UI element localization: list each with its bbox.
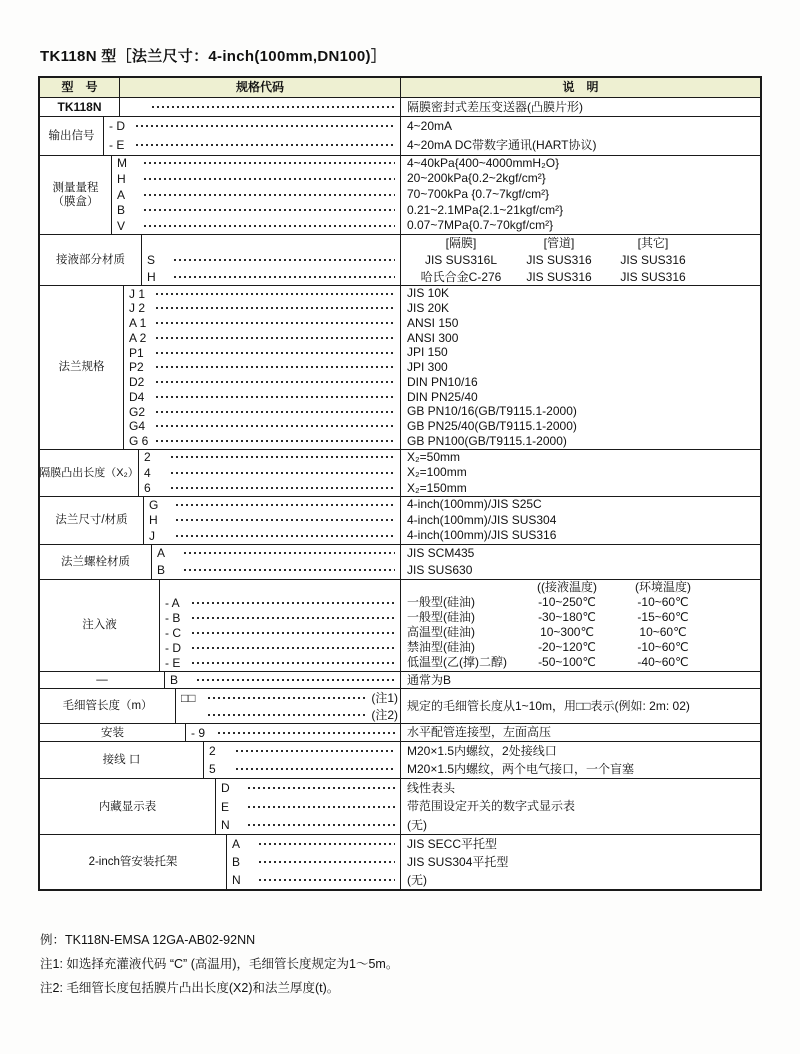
header-description-col: 说 明: [400, 78, 760, 97]
spec-code: G4: [129, 419, 146, 434]
descriptions: [400, 580, 760, 671]
dotted-leader: [156, 307, 395, 309]
dotted-leader: [174, 259, 395, 261]
spec-description: ANSI 300: [407, 330, 459, 345]
spec-description: JIS SUS304平托型: [407, 855, 509, 870]
spec-codes: [165, 672, 400, 689]
spec-description: 4~20mA: [407, 118, 453, 133]
dotted-leader: [171, 487, 395, 489]
example-line: 例：TK118N-EMSA 12GA-AB02-92NN: [40, 933, 256, 947]
dotted-leader: [144, 178, 395, 180]
spec-codes: [204, 742, 400, 778]
dotted-leader: [156, 440, 395, 442]
spec-code-row: [139, 465, 400, 481]
dotted-leader: [156, 322, 395, 324]
spec-code: G: [149, 497, 159, 512]
spec-code-row: [160, 625, 400, 640]
spec-code: - E: [109, 138, 125, 152]
descriptions: [400, 450, 760, 497]
spec-code: J 1: [129, 286, 146, 301]
spec-code-row: [165, 672, 400, 689]
fluid-row: [407, 640, 760, 655]
descriptions: [400, 835, 760, 890]
wetted-value: JIS SUS316: [620, 252, 686, 267]
spec-description: 隔膜密封式差压变送器(凸膜片形): [407, 99, 583, 114]
descriptions: [400, 98, 760, 116]
dotted-leader: [208, 714, 366, 716]
spec-codes: [176, 689, 400, 723]
spec-code-row: [204, 760, 400, 778]
process-temp-header: ((接液温度): [537, 579, 597, 594]
section-dash: [40, 671, 760, 689]
spec-description: X₂=100mm: [407, 465, 467, 480]
spec-code: - A: [165, 595, 180, 610]
dotted-leader: [248, 824, 395, 826]
spec-description: M20×1.5内螺纹，两个电气接口，一个盲塞: [407, 762, 635, 777]
spec-code-row: [112, 171, 400, 187]
wetted-value: JIS SUS316: [526, 269, 592, 284]
fluid-name: 一般型(硅油): [407, 595, 475, 610]
dotted-leader: [144, 194, 395, 196]
ambient-temp-header: (环境温度): [635, 579, 691, 594]
dotted-leader: [171, 472, 395, 474]
descriptions: [400, 689, 760, 723]
wetted-value: JIS SUS316: [526, 252, 592, 267]
spec-codes: [152, 545, 400, 579]
dotted-leader: [176, 519, 395, 521]
dotted-leader: [176, 504, 395, 506]
page-title: TK118N 型［法兰尺寸：4-inch(100mm,DN100)］: [40, 48, 387, 65]
spec-code: - D: [165, 640, 181, 655]
fluid-name-header: [407, 580, 519, 595]
spec-code: 2: [209, 743, 216, 758]
spec-code-row: [216, 797, 400, 815]
section-label: 注入液: [40, 580, 160, 671]
process-temp: 10~300℃: [540, 625, 594, 640]
spec-code-row: [160, 595, 400, 610]
spec-description: 4-inch(100mm)/JIS S25C: [407, 497, 542, 512]
dotted-leader: [156, 396, 395, 398]
section-mounting: [40, 723, 760, 741]
dotted-leader: [248, 787, 395, 789]
fluid-name: 低温型(乙(撑)二醇): [407, 655, 507, 670]
section-pipe-mounting-bracket: [40, 834, 760, 890]
spec-code-row: [227, 835, 400, 853]
spec-code-row: [112, 203, 400, 219]
spec-description: 0.07~7MPa{0.7~70kgf/cm²}: [407, 218, 554, 233]
spec-description: 4-inch(100mm)/JIS SUS304: [407, 512, 557, 527]
spec-code: D2: [129, 375, 145, 390]
section-label: 内藏显示表: [40, 779, 216, 834]
dotted-leader: [192, 632, 395, 634]
spec-code: - B: [165, 610, 181, 625]
dotted-leader: [176, 535, 395, 537]
spec-code: - 9: [191, 725, 206, 740]
spec-code: A: [157, 546, 166, 561]
wetted-values-row: [407, 269, 760, 286]
descriptions: [400, 779, 760, 834]
section-label: 安装: [40, 724, 186, 741]
section-label: 法兰规格: [40, 286, 124, 448]
dotted-leader: [259, 879, 395, 881]
descriptions: [400, 497, 760, 544]
ambient-temp: -10~60℃: [637, 595, 689, 610]
dotted-leader: [156, 366, 395, 368]
dotted-leader: [192, 602, 395, 604]
note2-line: 注2: 毛细管长度包括膜片凸出长度(X2)和法兰厚度(t)。: [40, 981, 340, 995]
spec-code-row: [160, 640, 400, 655]
spec-description: 4~20mA DC带数字通讯(HART协议): [407, 137, 597, 152]
spec-code: D4: [129, 389, 145, 404]
dotted-leader: [208, 697, 366, 699]
spec-description: GB PN25/40(GB/T9115.1-2000): [407, 419, 577, 434]
section-label: 毛细管长度（m）: [40, 689, 176, 723]
wetted-value: JIS SUS316: [620, 269, 686, 284]
section-label: —: [40, 672, 165, 689]
dotted-leader: [156, 425, 395, 427]
header-model-col: 型 号: [40, 78, 120, 97]
spec-code: - C: [165, 625, 181, 640]
spec-code-row: [152, 562, 400, 579]
section-label: 隔膜凸出长度（X₂）: [40, 450, 139, 497]
descriptions: [400, 156, 760, 234]
spec-description: DIN PN10/16: [407, 374, 478, 389]
spec-code: J 2: [129, 301, 146, 316]
spec-codes: [142, 235, 400, 285]
process-temp: -30~180℃: [538, 610, 596, 625]
fluid-row: [407, 595, 760, 610]
spec-code: G2: [129, 404, 146, 419]
spec-code: N: [221, 817, 230, 832]
spec-code: G 6: [129, 434, 149, 449]
section-output-signal: [40, 116, 760, 155]
descriptions: [400, 672, 760, 689]
spec-code-row: [124, 316, 400, 331]
section-label: 接线 口: [40, 742, 204, 778]
note-ref: (注1): [371, 691, 398, 706]
spec-code-row: [124, 434, 400, 449]
spec-code: A: [117, 187, 126, 202]
note1-line: 注1: 如选择充灌液代码 “C” (高温用)，毛细管长度规定为1～5m。: [40, 957, 399, 971]
spec-code-row: [204, 742, 400, 760]
spec-code-row: [227, 871, 400, 889]
spec-code-row: [144, 497, 400, 513]
spec-description: 通常为B: [407, 672, 452, 687]
wetted-col-header: [其它]: [637, 235, 669, 250]
fluid-name: 一般型(硅油): [407, 610, 475, 625]
spec-code-row: [104, 136, 400, 155]
descriptions: [400, 724, 760, 741]
section-flange-spec: [40, 285, 760, 448]
section-label: 法兰螺栓材质: [40, 545, 152, 579]
spec-code: 5: [209, 762, 216, 777]
spec-code-row: [160, 655, 400, 670]
dotted-leader: [144, 225, 395, 227]
spec-code-row: [120, 98, 400, 116]
spec-description: 带范围设定开关的数字式显示表: [407, 799, 576, 814]
spec-description: X₂=150mm: [407, 480, 467, 495]
descriptions: [400, 286, 760, 448]
spec-description: 0.21~2.1MPa{2.1~21kgf/cm²}: [407, 202, 564, 217]
spec-code-row: [144, 513, 400, 529]
spec-description: GB PN100(GB/T9115.1-2000): [407, 433, 567, 448]
spec-code: S: [147, 253, 156, 268]
spec-code: V: [117, 219, 126, 234]
spec-code: A 2: [129, 330, 147, 345]
dotted-leader: [156, 411, 395, 413]
dotted-leader: [197, 679, 395, 681]
footer-notes: [40, 928, 398, 1000]
spec-code: P2: [129, 360, 144, 375]
dotted-leader: [184, 569, 395, 571]
fluid-row: [407, 655, 760, 670]
descriptions: [400, 545, 760, 579]
section-label: 接液部分材质: [40, 235, 142, 285]
spec-code-row: [124, 301, 400, 316]
process-temp: -50~100℃: [538, 655, 596, 670]
section-label: 法兰尺寸/材质: [40, 497, 144, 544]
dotted-leader: [218, 732, 395, 734]
spec-code-row: [152, 545, 400, 562]
spec-codes: [112, 156, 400, 234]
process-temp: -10~250℃: [538, 595, 596, 610]
header-spec-code-col: 规格代码: [235, 80, 284, 94]
dotted-leader: [236, 750, 395, 752]
section-flange-size-material: [40, 496, 760, 544]
spec-codes: [120, 98, 400, 116]
spec-code: H: [149, 513, 158, 528]
table-header: [40, 78, 760, 97]
spec-code: B: [170, 672, 179, 687]
spec-code-row: [176, 706, 400, 723]
spec-code: N: [232, 873, 241, 888]
spec-description: ANSI 150: [407, 315, 459, 330]
spec-description: JIS SUS630: [407, 562, 473, 577]
spec-code-row: [139, 481, 400, 497]
length-code-boxes: □□: [181, 690, 196, 705]
section-flange-bolt-material: [40, 544, 760, 579]
spec-description: 20~200kPa{0.2~2kgf/cm²}: [407, 171, 546, 186]
dotted-leader: [192, 662, 395, 664]
dotted-leader: [144, 162, 395, 164]
section-capillary-length: [40, 688, 760, 723]
spec-code-row: [124, 345, 400, 360]
wetted-col-header: [隔膜]: [445, 235, 477, 250]
spacer-row: [142, 235, 400, 252]
section-measuring-range: [40, 155, 760, 234]
spec-code: 2: [144, 450, 151, 465]
spec-code: 4: [144, 465, 151, 480]
spec-code-row: [124, 331, 400, 346]
wetted-value: 哈氏合金C-276: [420, 269, 502, 284]
spec-code-row: [124, 286, 400, 301]
ambient-temp: -10~60℃: [637, 640, 689, 655]
spec-description: JPI 300: [407, 360, 448, 375]
spec-code-row: [124, 375, 400, 390]
spec-description: 线性表头: [407, 781, 456, 796]
spec-code: B: [232, 855, 241, 870]
spec-code: - E: [165, 655, 181, 670]
section-label: 2-inch管安装托架: [40, 835, 227, 890]
descriptions: [400, 235, 760, 285]
spec-code-row: [227, 853, 400, 871]
spec-codes: [160, 580, 400, 671]
section-diaphragm-extension: [40, 449, 760, 497]
spec-code: M: [117, 156, 127, 171]
note-ref: (注2): [371, 708, 398, 723]
spec-code-row: [176, 689, 400, 706]
spec-code-row: [124, 390, 400, 405]
dotted-leader: [136, 125, 395, 127]
dotted-leader: [156, 381, 395, 383]
spec-codes: [227, 835, 400, 890]
dotted-leader: [152, 106, 395, 108]
wetted-value: JIS SUS316L: [424, 252, 498, 267]
process-temp: -20~120℃: [538, 640, 596, 655]
dotted-leader: [156, 293, 395, 295]
spec-description: 4-inch(100mm)/JIS SUS316: [407, 528, 557, 543]
spec-code: P1: [129, 345, 144, 360]
dotted-leader: [171, 456, 395, 458]
wetted-col-headers: [407, 235, 760, 252]
ambient-temp: 10~60℃: [639, 625, 687, 640]
section-fill-fluid: [40, 579, 760, 671]
section-conduit-connection: [40, 741, 760, 778]
dotted-leader: [236, 768, 395, 770]
spec-description: X₂=50mm: [407, 449, 461, 464]
spec-code: - D: [109, 119, 125, 133]
fluid-temp-headers: [407, 580, 760, 595]
spec-codes: [216, 779, 400, 834]
spec-codes: [139, 450, 400, 497]
spec-code-row: [124, 419, 400, 434]
spec-code: A 1: [129, 316, 147, 331]
spec-code-row: [104, 117, 400, 136]
section-label: 测量量程 （膜盒）: [40, 156, 112, 234]
dotted-leader: [136, 144, 395, 146]
section-built-in-indicator: [40, 778, 760, 834]
spec-code-row: [216, 779, 400, 797]
dotted-leader: [174, 276, 395, 278]
dotted-leader: [259, 843, 395, 845]
spec-code-row: [142, 252, 400, 269]
wetted-values-row: [407, 252, 760, 269]
spec-code: J: [149, 528, 155, 543]
spec-description: JIS SECC平托型: [407, 836, 498, 851]
dotted-leader: [259, 861, 395, 863]
spacer-row: [160, 580, 400, 595]
spec-codes: [124, 286, 400, 448]
section-label: 输出信号: [40, 117, 104, 155]
spec-code-row: [186, 724, 400, 741]
dotted-leader: [184, 552, 395, 554]
spec-code-row: [112, 218, 400, 234]
spec-code-row: [139, 450, 400, 466]
spec-code: H: [147, 269, 156, 284]
spec-description: 70~700kPa {0.7~7kgf/cm²}: [407, 186, 550, 201]
spec-code-row: [142, 269, 400, 286]
fluid-name: 禁油型(硅油): [407, 640, 475, 655]
ambient-temp: -15~60℃: [637, 610, 689, 625]
spec-code: H: [117, 172, 126, 187]
spec-code-row: [124, 404, 400, 419]
spec-description: JIS 20K: [407, 301, 450, 316]
spec-description: GB PN10/16(GB/T9115.1-2000): [407, 404, 577, 419]
spec-description: (无): [407, 817, 427, 832]
fluid-row: [407, 610, 760, 625]
spec-description: (无): [407, 873, 427, 888]
spec-description: JIS SCM435: [407, 545, 475, 560]
spec-description: JPI 150: [407, 345, 448, 360]
section-model: [40, 97, 760, 116]
dotted-leader: [192, 647, 395, 649]
spec-code-row: [160, 610, 400, 625]
spec-code-row: [216, 816, 400, 834]
dotted-leader: [248, 806, 395, 808]
spec-code: B: [157, 563, 166, 578]
fluid-row: [407, 625, 760, 640]
descriptions: [400, 742, 760, 778]
section-label: TK118N: [40, 98, 120, 116]
spec-code-row: [144, 528, 400, 544]
spec-code: D: [221, 781, 230, 796]
spec-codes: [144, 497, 400, 544]
wetted-col-header: [管道]: [543, 235, 575, 250]
spec-code-row: [124, 360, 400, 375]
spec-description: 4~40kPa{400~4000mmH₂O}: [407, 155, 560, 170]
spec-code: B: [117, 203, 126, 218]
dotted-leader: [144, 209, 395, 211]
section-wetted-material: [40, 234, 760, 285]
spec-code-row: [112, 187, 400, 203]
descriptions: [400, 117, 760, 155]
dotted-leader: [192, 617, 395, 619]
spec-description: M20×1.5内螺纹，2处接线口: [407, 743, 557, 758]
dotted-leader: [156, 352, 395, 354]
fluid-name: 高温型(硅油): [407, 625, 475, 640]
spec-description: DIN PN25/40: [407, 389, 478, 404]
spec-code: 6: [144, 481, 151, 496]
dotted-leader: [156, 337, 395, 339]
spec-description: 规定的毛细管长度从1~10m，用□□表示(例如: 2m: 02): [407, 698, 690, 713]
model-spec-table: [38, 76, 762, 891]
spec-codes: [104, 117, 400, 155]
spec-codes: [186, 724, 400, 741]
spec-code-row: [112, 156, 400, 172]
spec-description: 水平配管连接型，左面高压: [407, 725, 552, 740]
spec-code: A: [232, 836, 241, 851]
spec-description: JIS 10K: [407, 286, 450, 301]
ambient-temp: -40~60℃: [637, 655, 689, 670]
spec-code: E: [221, 799, 230, 814]
